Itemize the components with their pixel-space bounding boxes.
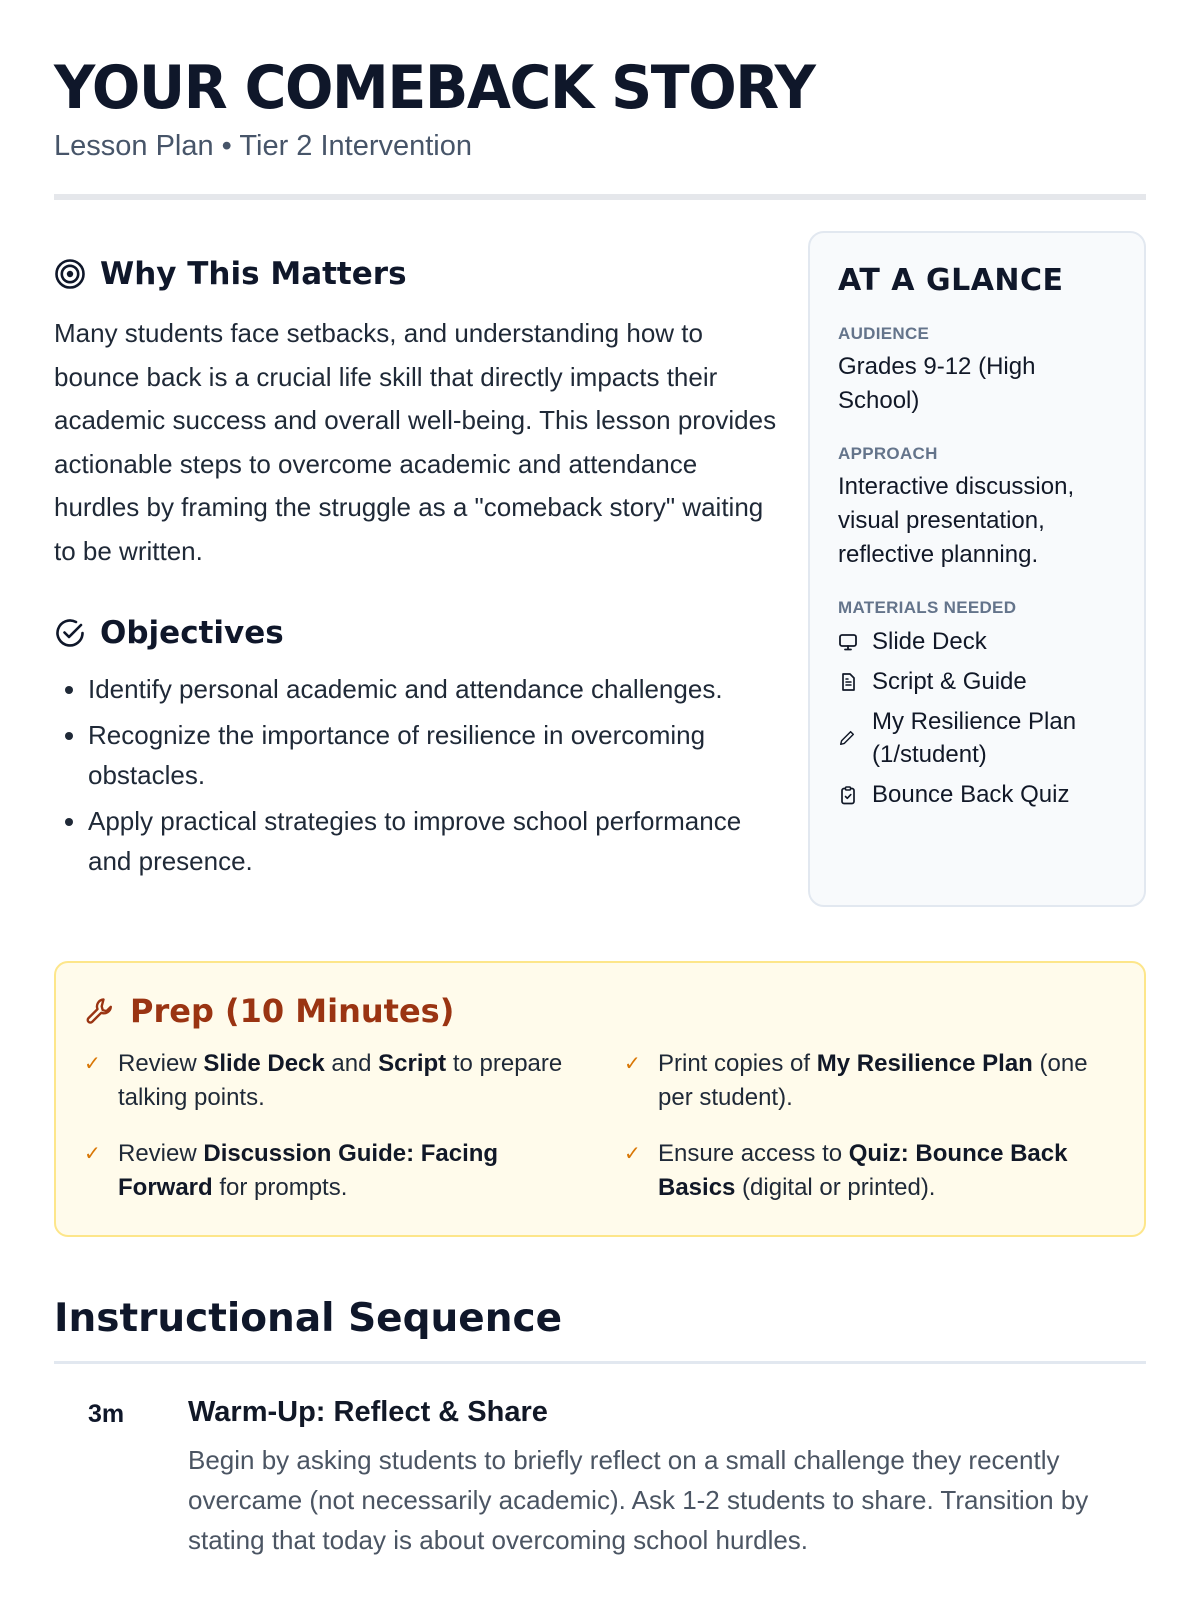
sequence-heading: Instructional Sequence — [54, 1296, 563, 1341]
audience-value: Grades 9-12 (High School) — [838, 353, 1036, 414]
objectives-heading-label: Objectives — [100, 615, 284, 651]
why-body: Many students face setbacks, and understanding how to bounce back is a crucial life skill that directly impacts their academic success and overall well-being. This lesson provides actionable steps to overcome academic and attendance hurdles by framing the struggle as a "comeback story" waiting to be written. — [54, 318, 777, 566]
prep-item-emphasis: My Resilience Plan — [816, 1050, 1033, 1077]
clipboard-icon — [838, 785, 858, 805]
instructional-sequence — [54, 1295, 1146, 1560]
prep-item-segment: Review — [118, 1050, 204, 1077]
prep-box — [54, 961, 1146, 1237]
prep-item-segment: (digital or printed). — [735, 1174, 936, 1201]
material-item — [838, 625, 1116, 658]
glance-title: AT A GLANCE — [838, 263, 1064, 298]
at-a-glance-card — [808, 231, 1146, 907]
material-item — [838, 705, 1116, 771]
checkmark-icon: ✓ — [84, 1053, 101, 1075]
prep-item-text — [118, 1047, 576, 1115]
sequence-divider — [54, 1361, 1146, 1364]
material-label: My Resilience Plan (1/student) — [872, 708, 1077, 768]
why-section — [54, 254, 784, 573]
list-item: • Identify personal academic and attendance challenges. — [88, 669, 784, 709]
prep-item-segment: (one per student). — [658, 1050, 1088, 1111]
checkmark-icon: ✓ — [84, 1143, 101, 1165]
prep-item-emphasis: Script — [378, 1050, 447, 1077]
prep-item-segment: and — [324, 1050, 379, 1077]
prep-item-segment: to prepare talking points. — [118, 1050, 563, 1111]
prep-item-segment: Review — [118, 1140, 204, 1167]
material-label: Slide Deck — [872, 628, 987, 655]
approach-label: APPROACH — [838, 444, 938, 463]
checkmark-icon: ✓ — [624, 1143, 641, 1165]
objectives-heading — [54, 613, 784, 653]
objectives-list — [54, 669, 784, 881]
page-title: YOUR COMEBACK STORY — [54, 53, 815, 123]
prep-item-segment: Print copies of — [658, 1050, 817, 1077]
list-item: • Apply practical strategies to improve school performance and presence. — [88, 801, 784, 881]
why-heading-label: Why This Matters — [100, 256, 407, 292]
materials-label: MATERIALS NEEDED — [838, 598, 1017, 617]
prep-checklist — [84, 1047, 1116, 1205]
document-icon — [838, 672, 858, 692]
prep-checklist-item — [84, 1137, 576, 1205]
prep-item-emphasis: Discussion Guide: Facing Forward — [118, 1140, 499, 1201]
prep-item-segment: Ensure access to — [658, 1140, 849, 1167]
why-heading — [54, 254, 784, 294]
list-item: • Recognize the importance of resilience in overcoming obstacles. — [88, 715, 784, 795]
material-label: Script & Guide — [872, 668, 1027, 695]
prep-item-emphasis: Quiz: Bounce Back Basics — [658, 1140, 1068, 1201]
step-title: Warm-Up: Reflect & Share — [188, 1396, 548, 1428]
step-description: Begin by asking students to briefly reflect on a small challenge they recently overcame (not necessarily academic). Ask 1-2 students to share. Transition by stating that today is about overcoming school hurdles. — [188, 1445, 1089, 1555]
materials-list — [838, 625, 1116, 811]
target-icon — [54, 258, 86, 290]
step-duration: 3m — [88, 1400, 125, 1428]
checkmark-icon: ✓ — [624, 1053, 641, 1075]
audience-label: AUDIENCE — [838, 324, 930, 343]
header-divider — [54, 194, 1146, 200]
prep-heading — [84, 991, 1116, 1031]
prep-item-text — [118, 1137, 576, 1205]
prep-item-text — [658, 1047, 1116, 1115]
prep-item-text — [658, 1137, 1116, 1205]
approach-value: Interactive discussion, visual presentation, reflective planning. — [838, 473, 1075, 568]
page-subtitle: Lesson Plan • Tier 2 Intervention — [54, 130, 473, 162]
prep-checklist-item — [624, 1047, 1116, 1115]
check-circle-icon — [54, 617, 86, 649]
prep-heading-label: Prep (10 Minutes) — [130, 992, 455, 1030]
material-item — [838, 665, 1116, 698]
prep-item-segment: for prompts. — [212, 1174, 348, 1201]
monitor-icon — [838, 632, 858, 652]
material-item — [838, 778, 1116, 811]
prep-checklist-item — [624, 1137, 1116, 1205]
pencil-icon — [838, 729, 856, 747]
prep-checklist-item — [84, 1047, 576, 1115]
material-label: Bounce Back Quiz — [872, 781, 1070, 808]
main-column — [54, 254, 784, 907]
sequence-step — [54, 1394, 1146, 1560]
wrench-icon — [84, 995, 116, 1027]
objectives-section — [54, 613, 784, 881]
prep-item-emphasis: Slide Deck — [203, 1050, 325, 1077]
